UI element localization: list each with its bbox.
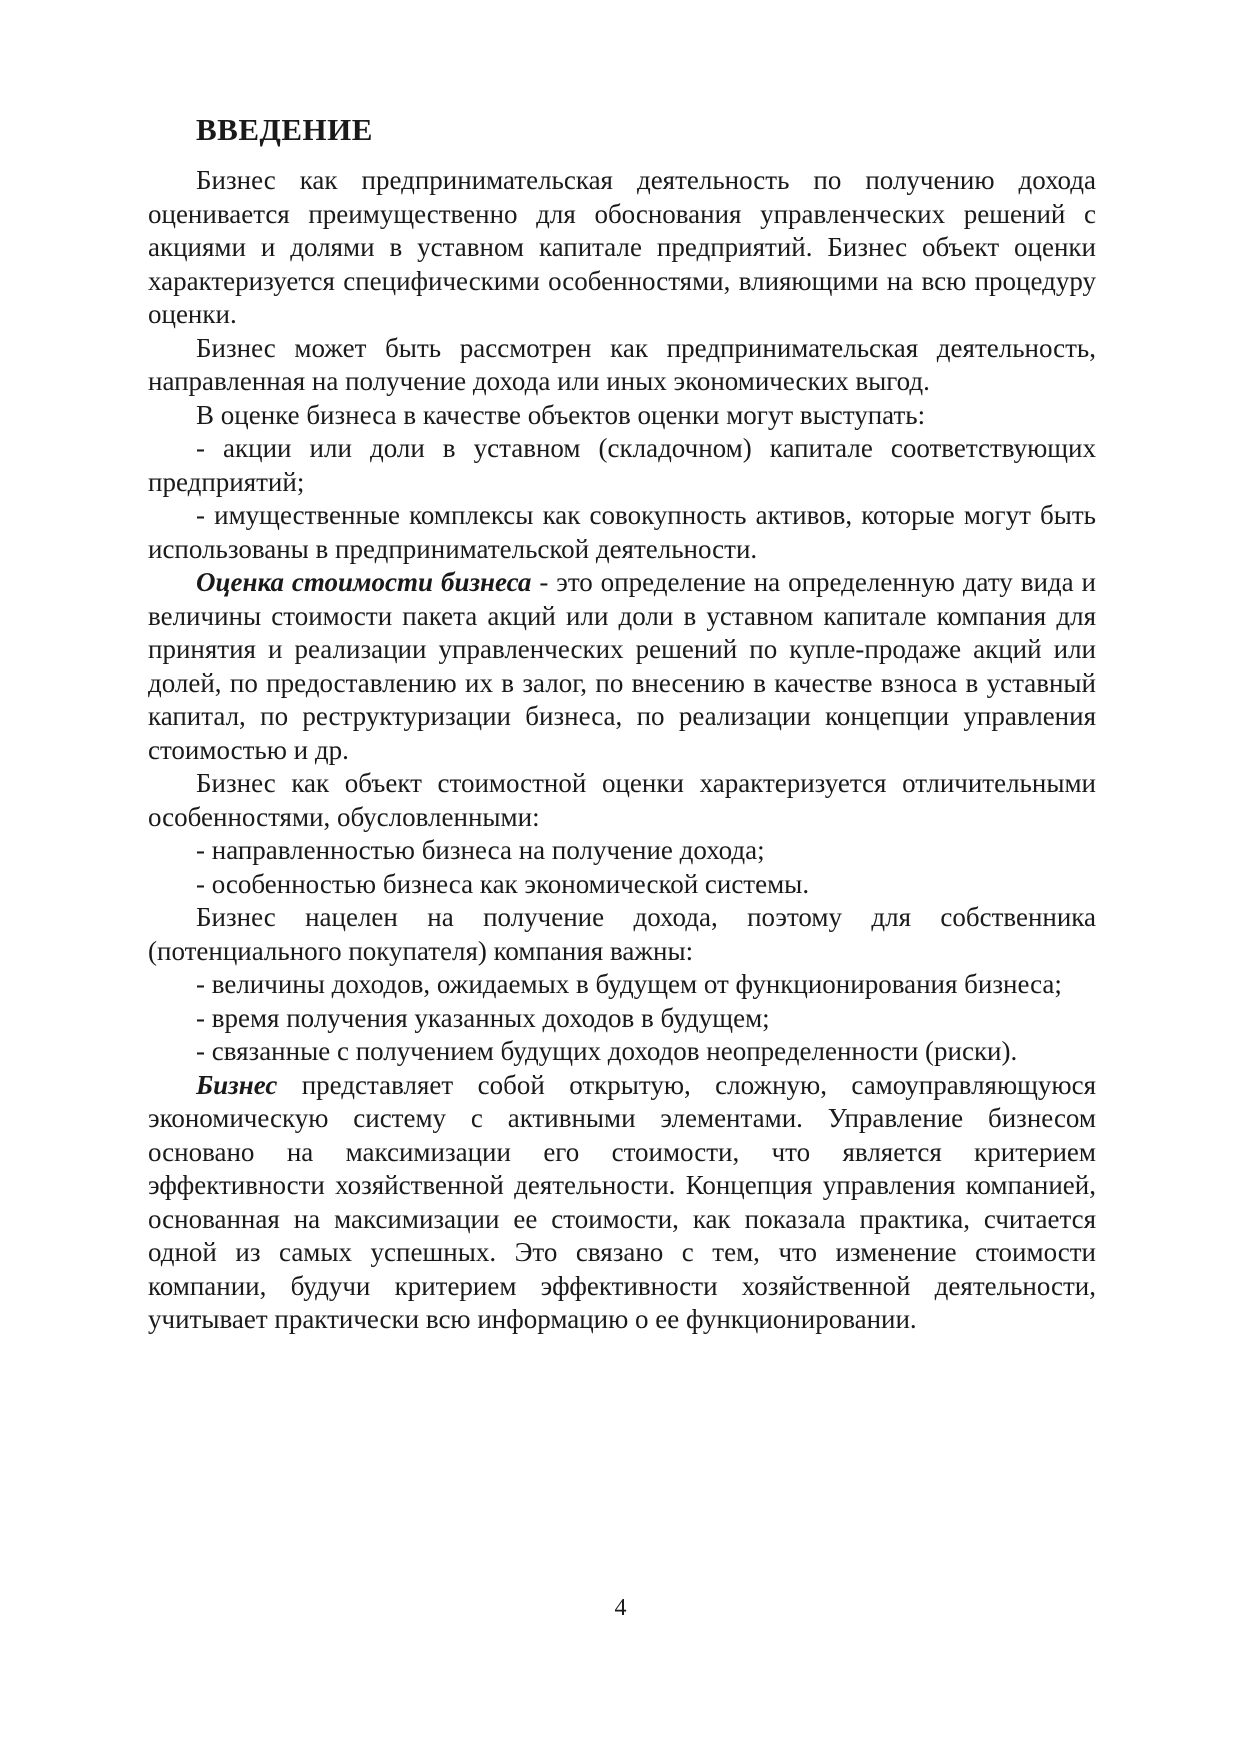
paragraph: Бизнес может быть рассмотрен как предпринимательская деятельность, направленная на получение дохода или иных экономических выгод. bbox=[148, 332, 1096, 396]
list-item: - особенностью бизнеса как экономической системы. bbox=[196, 868, 810, 899]
paragraph: Бизнес как объект стоимостной оценки характеризуется отличительными особенностями, обусловленными: bbox=[148, 768, 1096, 832]
paragraph: В оценке бизнеса в качестве объектов оценки могут выступать: bbox=[196, 399, 926, 430]
page-title: ВВЕДЕНИЕ bbox=[196, 112, 373, 147]
list-item: - связанные с получением будущих доходов неопределенности (риски). bbox=[196, 1036, 1018, 1066]
page-number: 4 bbox=[614, 1595, 627, 1621]
paragraph: Бизнес как предпринимательская деятельность по получению дохода оценивается преимущественно для обоснования управленческих решений с акциями и долями в уставном капитале предприятий. Бизнес объект оценки характеризуется специфическими особенностями, влияющими на всю процедуру оценки. bbox=[148, 165, 1096, 329]
document-page bbox=[148, 108, 1096, 1337]
definition-paragraph bbox=[148, 1069, 1096, 1337]
list-item: - направленностью бизнеса на получение дохода; bbox=[196, 835, 765, 865]
paragraph: Бизнес нацелен на получение дохода, поэтому для собственника (потенциального покупателя) компания важны: bbox=[148, 902, 1096, 966]
list-item: - величины доходов, ожидаемых в будущем от функционирования бизнеса; bbox=[196, 969, 1062, 999]
definition-paragraph bbox=[148, 566, 1096, 767]
definition-text: - это определение на определенную дату вида и величины стоимости пакета акций или доли в уставном капитале компания для принятия и реализации управленческих решений по купле-продаже акций или долей, по предоставлению их в залог, по внесению в качестве взноса в уставный капитал, по реструктуризации бизнеса, по реализации концепции управления стоимостью и др. bbox=[148, 567, 1096, 765]
definition-term: Бизнес bbox=[196, 1069, 278, 1100]
definition-term: Оценка стоимости бизнеса bbox=[196, 567, 532, 597]
list-item: - время получения указанных доходов в будущем; bbox=[196, 1002, 770, 1033]
definition-text: представляет собой открытую, сложную, самоуправляющуюся экономическую систему с активными элементами. Управление бизнесом основано на максимизации его стоимости, что является критерием эффективности хозяйственной деятельности. Концепция управления компанией, основанная на максимизации ее стоимости, как показала практика, считается одной из самых успешных. Это связано с тем, что изменение стоимости компании, будучи критерием эффективности хозяйственной деятельности, учитывает практически всю информацию о ее функционировании. bbox=[148, 1069, 1096, 1334]
list-item: - имущественные комплексы как совокупность активов, которые могут быть использованы в предпринимательской деятельности. bbox=[148, 500, 1096, 564]
list-item: - акции или доли в уставном (складочном) капитале соответствующих предприятий; bbox=[148, 433, 1096, 497]
